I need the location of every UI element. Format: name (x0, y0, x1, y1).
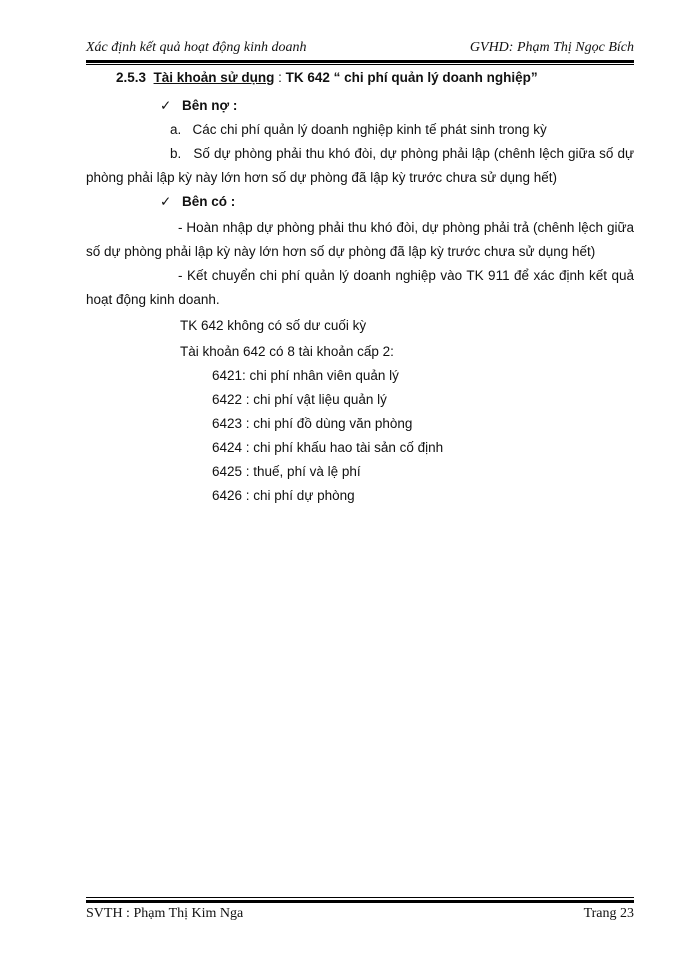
ben-no-item-b-line1 (170, 142, 634, 166)
sub-account-6424: 6424 : chi phí khấu hao tài sản cố định (212, 440, 444, 455)
no-balance-note: TK 642 không có số dư cuối kỳ (180, 318, 367, 333)
ben-co-item-1-line1: - Hoàn nhập dự phòng phải thu khó đòi, dự phòng phải trả (chênh lệch giữa (178, 220, 634, 235)
item-text: Số dự phòng phải thu khó đòi, dự phòng phải lập (chênh lệch giữa số dự (193, 146, 634, 161)
section-label: Tài khoản sử dụng (153, 70, 275, 85)
sub-account-6426: 6426 : chi phí dự phòng (212, 488, 355, 503)
item-text: Các chi phí quản lý doanh nghiệp kinh tế phát sinh trong kỳ (192, 122, 547, 137)
section-heading (116, 66, 538, 90)
footer-rule-thick (86, 900, 634, 903)
footer-rule-thin (86, 897, 634, 898)
item-marker: a. (170, 122, 182, 137)
header-rule-thick (86, 60, 634, 63)
page-header (86, 40, 634, 60)
sub-account-6423: 6423 : chi phí đồ dùng văn phòng (212, 416, 413, 431)
ben-co-item-2-line1: - Kết chuyển chi phí quản lý doanh nghiệp vào TK 911 để xác định kết quả (178, 268, 634, 283)
section-number: 2.5.3 (116, 70, 147, 85)
page-footer (86, 906, 634, 926)
checkmark-icon: ✓ (160, 98, 172, 114)
ben-no-item-b-line2: phòng phải lập kỳ này lớn hơn số dự phòng đã lập kỳ trước chưa sử dụng hết) (86, 170, 557, 185)
ben-co-heading (160, 190, 235, 214)
section-separator: : (274, 70, 286, 85)
footer-student: SVTH : Phạm Thị Kim Nga (86, 906, 244, 921)
header-rule-thin (86, 64, 634, 65)
ben-no-label: Bên nợ : (182, 98, 238, 113)
ben-no-heading (160, 94, 237, 118)
sub-account-6421: 6421: chi phí nhân viên quản lý (212, 368, 399, 383)
item-marker: b. (170, 146, 182, 161)
page-number: Trang 23 (583, 906, 634, 921)
section-title: TK 642 “ chi phí quản lý doanh nghiệp” (285, 70, 538, 85)
ben-co-item-1-line2: số dự phòng phải lập kỳ này lớn hơn số dự phòng đã lập kỳ trước chưa sử dụng hết) (86, 244, 596, 259)
ben-no-item-a (170, 118, 547, 142)
sub-accounts-intro: Tài khoản 642 có 8 tài khoản cấp 2: (180, 344, 394, 359)
header-title: Xác định kết quả hoạt động kinh doanh (86, 40, 307, 55)
sub-account-6425: 6425 : thuế, phí và lệ phí (212, 464, 361, 479)
sub-account-6422: 6422 : chi phí vật liệu quản lý (212, 392, 387, 407)
ben-co-item-2-line2: hoạt động kinh doanh. (86, 292, 220, 307)
header-supervisor: GVHD: Phạm Thị Ngọc Bích (469, 40, 634, 55)
checkmark-icon: ✓ (160, 194, 172, 210)
ben-co-label: Bên có : (182, 194, 236, 209)
